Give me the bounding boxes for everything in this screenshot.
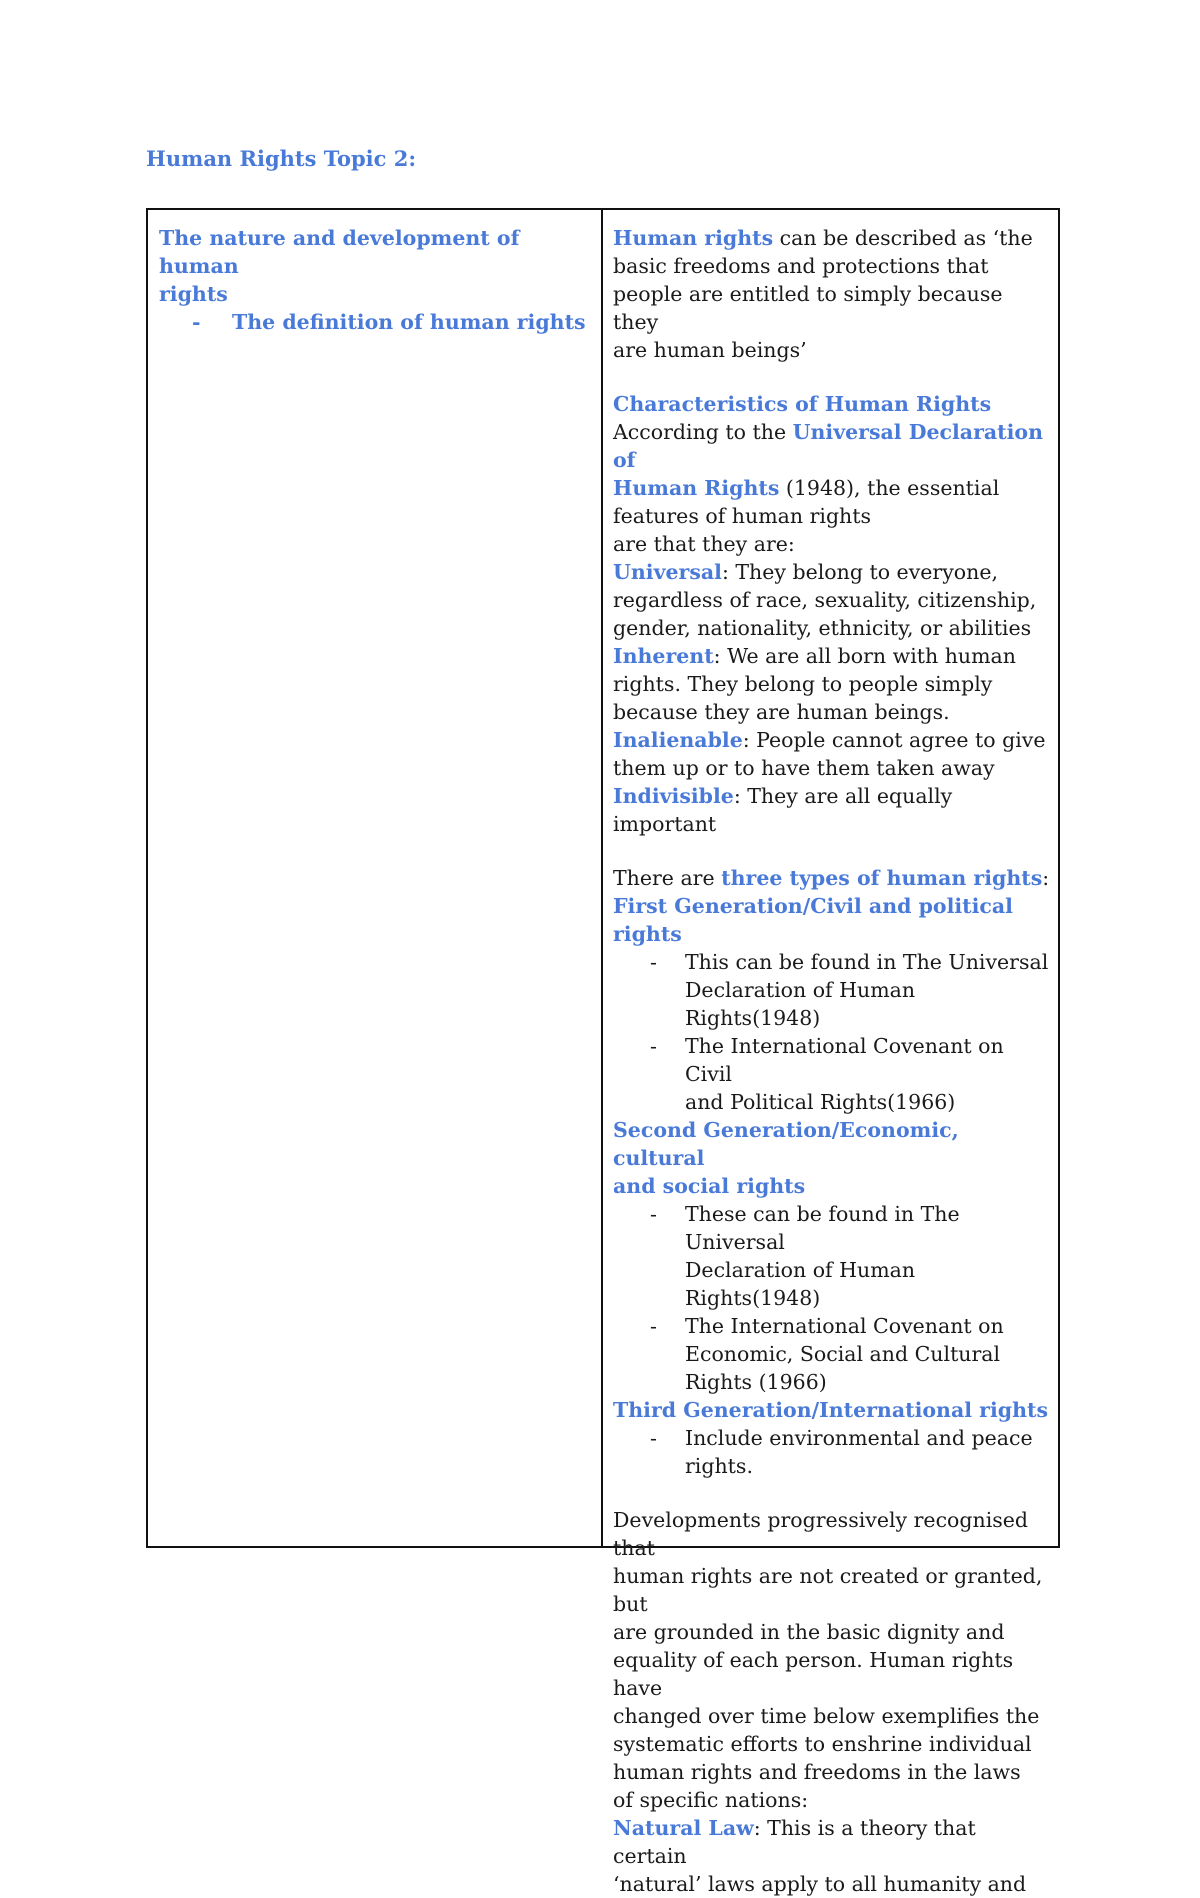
text-line: regardless of race, sexuality, citizenship, [613, 588, 1037, 612]
text-line: (1948), the essential [779, 476, 1000, 500]
text-line: Include environmental and peace [685, 1426, 1033, 1450]
topic-heading [159, 224, 591, 308]
list-item [613, 948, 1050, 1032]
text-line: equality of each person. Human rights have [613, 1648, 1014, 1700]
text-line: rights. [685, 1454, 753, 1478]
text-line: systematic efforts to enshrine individual [613, 1732, 1032, 1756]
term-universal: Universal [613, 560, 722, 584]
text-line: human rights and freedoms in the laws [613, 1760, 1021, 1784]
text-line: and social rights [613, 1174, 806, 1198]
notes-table [146, 208, 1060, 1896]
first-generation-heading: First Generation/Civil and political rights [613, 894, 1013, 946]
term-udhr: Universal Declaration of [613, 420, 1043, 472]
characteristics-heading: Characteristics of Human Rights [613, 392, 992, 416]
text-line: people are entitled to simply because they [613, 282, 1003, 334]
text-line: : [1042, 866, 1050, 890]
text-line: : They are all equally important [613, 784, 953, 836]
text-line: The International Covenant on Civil [685, 1034, 1004, 1086]
dash-bullet: - [192, 310, 201, 334]
third-generation-heading: Third Generation/International rights [613, 1398, 1048, 1422]
topic-subitem-label: The definition of human rights [232, 310, 586, 334]
text-line: ‘natural’ laws apply to all humanity and [613, 1872, 1027, 1896]
text-line: changed over time below exemplifies the [613, 1704, 1040, 1728]
text-line: Second Generation/Economic, cultural [613, 1118, 959, 1170]
text-line: gender, nationality, ethnicity, or abilities [613, 616, 1032, 640]
term-indivisible: Indivisible [613, 784, 734, 808]
notes-column [603, 210, 1058, 1896]
list-item [613, 1200, 1050, 1312]
topic-heading-line1: The nature and development of human [159, 226, 520, 278]
dash-bullet: - [650, 1202, 657, 1226]
second-generation-heading [613, 1116, 1050, 1200]
dash-bullet: - [650, 950, 657, 974]
text-line: According to the [613, 420, 793, 444]
characteristics-block [613, 390, 1050, 838]
text-line: human rights are not created or granted, but [613, 1564, 1043, 1616]
text-line: because they are human beings. [613, 700, 950, 724]
text-line: The International Covenant on [685, 1314, 1004, 1338]
dash-bullet: - [650, 1314, 657, 1338]
topic-heading-line2: rights [159, 282, 228, 306]
topic-column [148, 210, 603, 1546]
text-line: : This is a theory that certain [613, 1816, 976, 1868]
dash-bullet: - [650, 1426, 657, 1450]
types-block [613, 864, 1050, 1480]
term-human-rights: Human rights [613, 226, 774, 250]
definition-block [613, 224, 1050, 364]
text-line: features of human rights [613, 504, 872, 528]
text-line: Rights (1966) [685, 1370, 827, 1394]
term-udhr-cont: Human Rights [613, 476, 780, 500]
text-line: are human beings’ [613, 338, 807, 362]
term-natural-law: Natural Law [613, 1816, 754, 1840]
term-three-types: three types of human rights [721, 866, 1043, 890]
developments-block [613, 1506, 1050, 1898]
list-item [613, 1312, 1050, 1396]
text-line: Declaration of Human Rights(1948) [685, 978, 916, 1030]
text-line: Developments progressively recognised that [613, 1508, 1029, 1560]
text-line: : We are all born with human [713, 644, 1016, 668]
text-line: basic freedoms and protections that [613, 254, 989, 278]
text-line: : People cannot agree to give [742, 728, 1046, 752]
text-line: This can be found in The Universal [685, 950, 1049, 974]
text-line: are grounded in the basic dignity and [613, 1620, 1005, 1644]
text-line: : They belong to everyone, [721, 560, 998, 584]
text-line: can be described as ‘the [773, 226, 1033, 250]
term-inherent: Inherent [613, 644, 714, 668]
list-item [613, 1424, 1050, 1480]
text-line: Economic, Social and Cultural [685, 1342, 1001, 1366]
text-line: These can be found in The Universal [685, 1202, 960, 1254]
list-item [613, 1032, 1050, 1116]
text-line: There are [613, 866, 722, 890]
text-line: rights. They belong to people simply [613, 672, 993, 696]
dash-bullet: - [650, 1034, 657, 1058]
topic-subitem [159, 308, 591, 336]
text-line: them up or to have them taken away [613, 756, 995, 780]
text-line: are that they are: [613, 532, 795, 556]
text-line: and Political Rights(1966) [685, 1090, 956, 1114]
text-line: Declaration of Human Rights(1948) [685, 1258, 916, 1310]
text-line: of specific nations: [613, 1788, 809, 1812]
term-inalienable: Inalienable [613, 728, 743, 752]
page-title: Human Rights Topic 2: [146, 146, 417, 171]
